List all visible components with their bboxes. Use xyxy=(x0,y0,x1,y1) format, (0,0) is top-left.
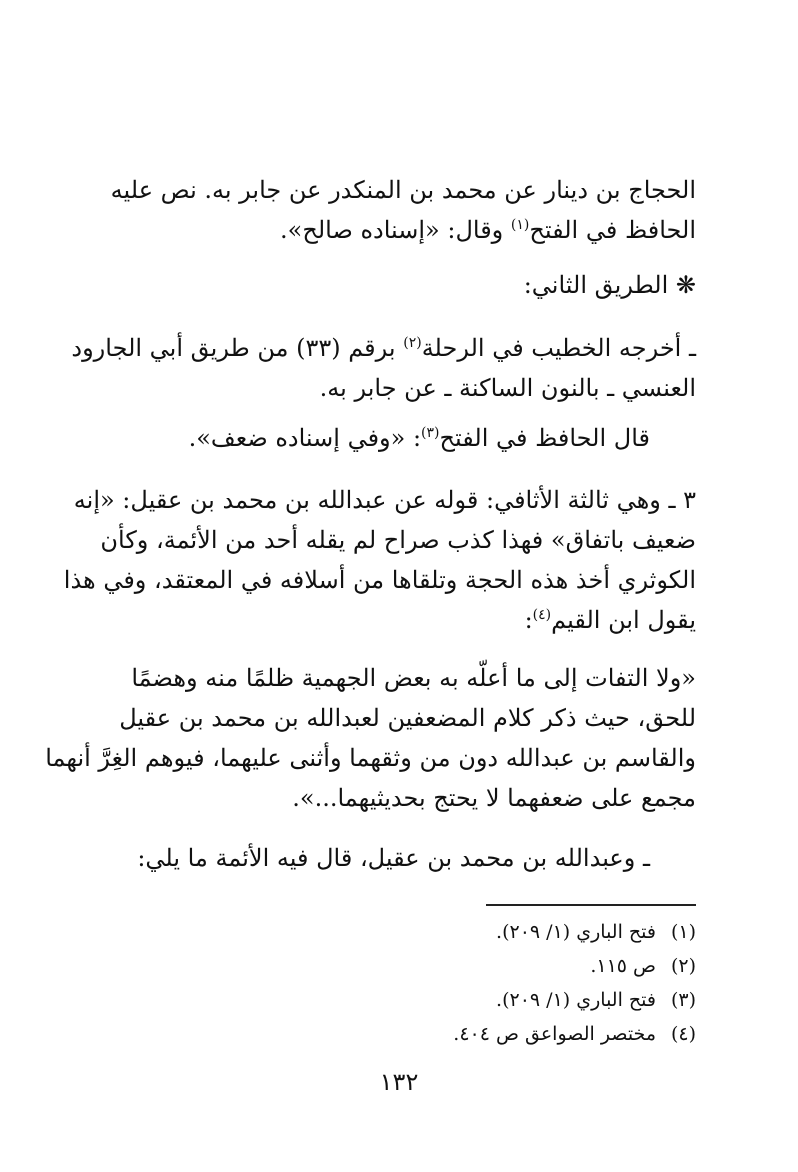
footnote-3 xyxy=(96,983,696,1017)
p2-line: ❋ الطريق الثاني: xyxy=(523,271,696,299)
paragraph-3 xyxy=(71,328,696,408)
quotation-paragraph xyxy=(45,658,696,818)
p5-last-tail: : xyxy=(524,606,533,634)
p3-line-2: العنسي ـ بالنون الساكنة ـ عن جابر به. xyxy=(319,374,696,402)
footnote-4-text: مختصر الصواعق ص ٤٠٤. xyxy=(453,1023,656,1045)
footnote-ref-1[interactable]: (١) xyxy=(510,217,530,233)
paragraph-4 xyxy=(54,418,650,458)
footnote-1-number: (١) xyxy=(670,921,696,943)
footnote-2-number: (٢) xyxy=(670,955,696,977)
p6-line-2: للحق، حيث ذكر كلام المضعفين لعبدالله بن محمد بن عقيل xyxy=(119,704,696,732)
footnote-3-text: فتح الباري (١/ ٢٠٩). xyxy=(496,989,656,1011)
p6-line-4: مجمع على ضعفهما لا يحتج بحديثيهما...». xyxy=(292,784,696,812)
p4-head: قال الحافظ في الفتح xyxy=(439,424,650,452)
p1-line-1: الحجاج بن دينار عن محمد بن المنكدر عن جابر به. نص عليه xyxy=(110,176,696,204)
page-number: ١٣٢ xyxy=(379,1068,419,1096)
p5-last-head: يقول ابن القيم xyxy=(551,606,696,634)
footnote-1 xyxy=(96,915,696,949)
p6-line-1: «ولا التفات إلى ما أعلّه به بعض الجهمية ظلمًا منه وهضمًا xyxy=(131,664,696,692)
footnote-1-text: فتح الباري (١/ ٢٠٩). xyxy=(496,921,656,943)
p7-line: ـ وعبدالله بن محمد بن عقيل، قال فيه الأئمة ما يلي: xyxy=(137,844,650,872)
footnote-2-text: ص ١١٥. xyxy=(590,955,656,977)
p4-tail: : «وفي إسناده ضعف». xyxy=(188,424,422,452)
section-heading-second-route xyxy=(100,265,696,305)
p5-line-2: ضعيف باتفاق» فهذا كذب صراح لم يقله أحد من الأئمة، وكأن xyxy=(100,526,696,554)
footnotes-list xyxy=(96,915,696,1051)
paragraph-5 xyxy=(63,480,696,640)
p6-line-3: والقاسم بن عبدالله دون من وثقهما وأثنى عليهما، فيوهم الغِرَّ أنهما xyxy=(45,744,696,772)
footnote-separator xyxy=(486,904,696,906)
p5-line-4 xyxy=(100,600,696,640)
footnote-ref-3[interactable]: (٣) xyxy=(421,425,440,441)
footnote-ref-4[interactable]: (٤) xyxy=(532,607,552,623)
footnote-3-number: (٣) xyxy=(670,989,696,1011)
footnote-ref-2[interactable]: (٢) xyxy=(403,335,422,351)
p5-line-3: الكوثري أخذ هذه الحجة وتلقاها من أسلافه في المعتقد، وفي هذا xyxy=(63,566,696,594)
p4-line xyxy=(54,418,650,458)
p1-line-2 xyxy=(100,210,696,250)
p3-line-1-rest: برقم (٣٣) من طريق أبي الجارود xyxy=(71,334,404,362)
paragraph-1 xyxy=(100,170,696,250)
p1-line-2-tail: وقال: «إسناده صالح». xyxy=(280,216,511,244)
footnote-2 xyxy=(96,949,696,983)
p3-line-1-head: ـ أخرجه الخطيب في الرحلة xyxy=(421,334,696,362)
p5-line-1: ٣ ـ وهي ثالثة الأثافي: قوله عن عبدالله بن محمد بن عقيل: «إنه xyxy=(73,486,696,514)
p1-line-2-text: الحافظ في الفتح xyxy=(529,216,696,244)
paragraph-7 xyxy=(54,838,650,878)
footnote-4-number: (٤) xyxy=(670,1023,696,1045)
footnote-4 xyxy=(96,1017,696,1051)
p3-line-1 xyxy=(71,328,696,368)
